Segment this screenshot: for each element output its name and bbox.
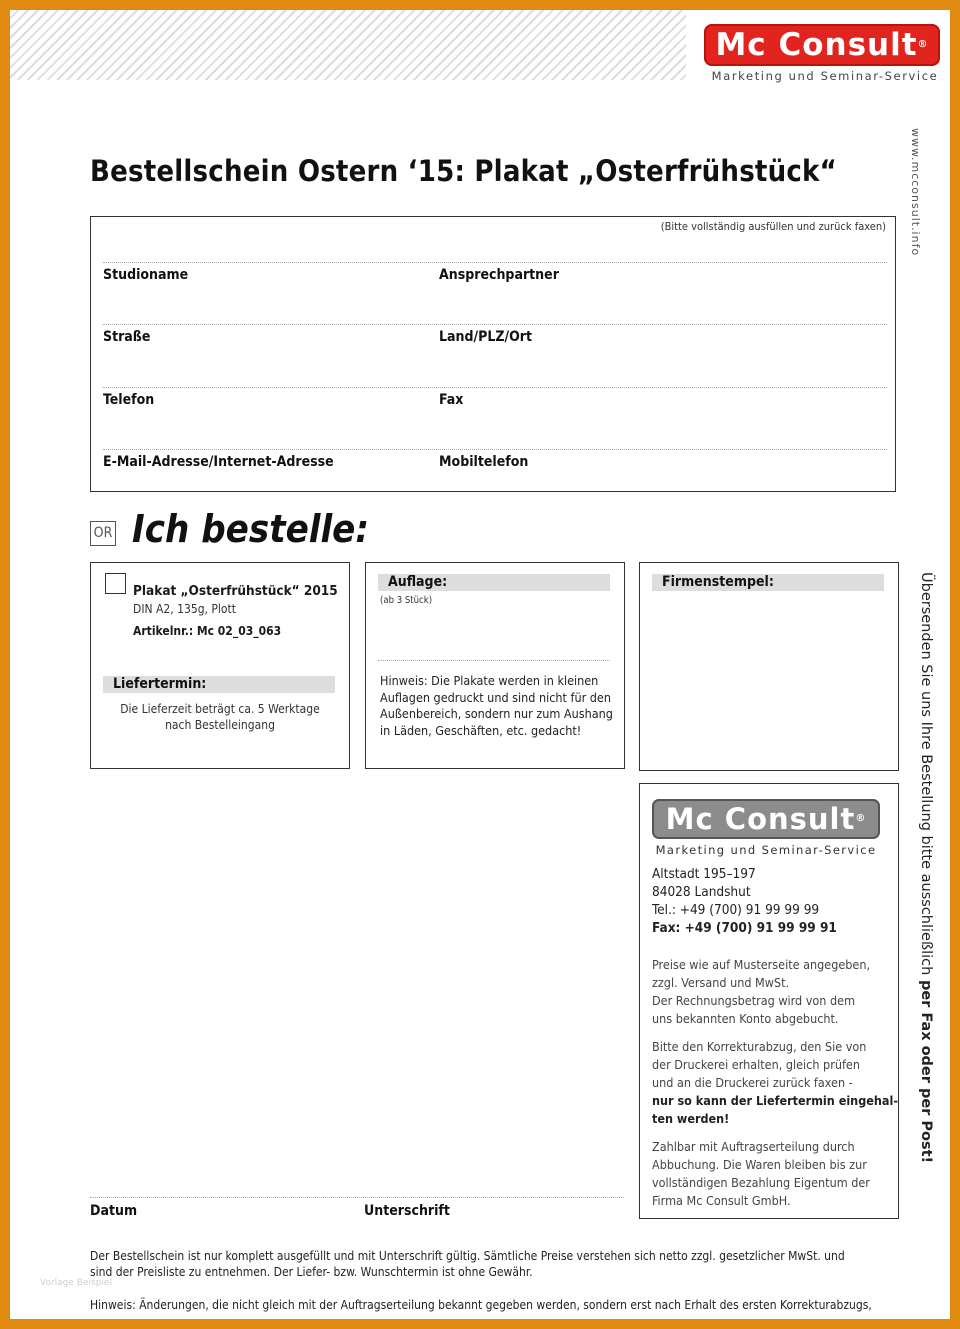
info-line: Der Rechnungsbetrag wird von dem <box>652 993 856 1008</box>
info-line: vollständigen Bezahlung Eigentum der <box>652 1175 870 1190</box>
order-heading: Ich bestelle: <box>132 507 370 551</box>
delivery-text: Die Lieferzeit beträgt ca. 5 Werktage <box>120 702 320 716</box>
field-strasse[interactable]: Straße <box>103 329 151 345</box>
info-line: Zahlbar mit Auftragserteilung durch <box>652 1139 855 1154</box>
product-spec: DIN A2, 135g, Plott <box>133 602 236 616</box>
form-divider <box>103 324 887 325</box>
company-tagline: Marketing und Seminar-Service <box>655 843 877 857</box>
quantity-min: (ab 3 Stück) <box>380 595 433 606</box>
hint-line: in Läden, Geschäften, etc. gedacht! <box>380 722 582 738</box>
company-info-proof <box>652 1038 898 1128</box>
stamp-area[interactable] <box>652 595 884 760</box>
field-mobiltelefon[interactable]: Mobiltelefon <box>439 454 529 470</box>
company-logo-text: Mc Consult <box>665 802 856 836</box>
info-line: Firma Mc Consult GmbH. <box>652 1193 791 1208</box>
hint-line: Außenbereich, sondern nur zum Aushang <box>380 706 613 721</box>
form-divider <box>103 387 887 388</box>
footer-note <box>90 1297 910 1313</box>
delivery-label: Liefertermin: <box>103 676 335 693</box>
company-street: Altstadt 195–197 <box>652 866 756 882</box>
info-line: Bitte den Korrekturabzug, den Sie von <box>652 1039 867 1054</box>
info-line: Abbuchung. Die Waren bleiben bis zur <box>652 1157 867 1172</box>
side-note <box>918 572 934 1163</box>
field-telefon[interactable]: Telefon <box>103 392 155 408</box>
or-label: OR <box>90 521 116 546</box>
product-article: Artikelnr.: Mc 02_03_063 <box>133 624 282 638</box>
watermark: Vorlage Beispiel <box>40 1278 112 1288</box>
company-info-payment <box>652 1138 870 1210</box>
product-checkbox[interactable] <box>105 573 126 594</box>
field-ansprechpartner[interactable]: Ansprechpartner <box>439 267 559 283</box>
mcconsult-logo <box>704 24 940 66</box>
info-line: Preise wie auf Musterseite angegeben, <box>652 957 871 972</box>
info-line: ten werden! <box>652 1111 730 1126</box>
stamp-panel <box>639 562 899 771</box>
field-studioname[interactable]: Studioname <box>103 267 189 283</box>
company-tel: Tel.: +49 (700) 91 99 99 99 <box>652 902 820 918</box>
logo-registered: ® <box>917 39 929 50</box>
info-line: der Druckerei erhalten, gleich prüfen <box>652 1057 860 1072</box>
info-line: zzgl. Versand und MwSt. <box>652 975 790 990</box>
product-panel <box>90 562 350 769</box>
form-divider <box>103 449 887 450</box>
field-land-plz-ort[interactable]: Land/PLZ/Ort <box>439 329 533 345</box>
quantity-label: Auflage: <box>378 574 610 591</box>
quantity-divider <box>378 660 610 661</box>
delivery-text: nach Bestelleingang <box>165 718 275 732</box>
info-line: uns bekannten Konto abgebucht. <box>652 1011 839 1026</box>
info-line: und an die Druckerei zurück faxen - <box>652 1075 853 1090</box>
form-hint: (Bitte vollständig ausfüllen und zurück faxen) <box>660 220 886 233</box>
company-fax: Fax: +49 (700) 91 99 99 91 <box>652 920 837 936</box>
quantity-panel <box>365 562 625 769</box>
field-email[interactable]: E-Mail-Adresse/Internet-Adresse <box>103 454 334 470</box>
product-name: Plakat „Osterfrühstück“ 2015 <box>133 583 338 599</box>
footer-terms <box>90 1248 910 1280</box>
side-url: www.mcconsult.info <box>909 128 922 257</box>
quantity-hint <box>380 673 613 739</box>
signature-field[interactable]: Unterschrift <box>364 1203 450 1219</box>
company-logo <box>652 799 880 839</box>
logo-tagline: Marketing und Seminar-Service <box>711 69 939 83</box>
signature-line <box>90 1197 624 1198</box>
field-fax[interactable]: Fax <box>439 392 464 408</box>
footer-line: Der Bestellschein ist nur komplett ausgefüllt und mit Unterschrift gültig. Sämtliche Preise verstehen sich netto zzgl. gesetzlicher MwSt. und <box>90 1249 845 1263</box>
order-form-sheet <box>10 10 950 1319</box>
company-city: 84028 Landshut <box>652 884 751 900</box>
company-panel <box>639 783 899 1219</box>
header-stripes <box>10 10 686 80</box>
footer-line: Hinweis: Änderungen, die nicht gleich mit der Auftragserteilung bekannt gegeben werden, sondern erst nach Erhalt des ersten Korrekturabzugs, <box>90 1298 872 1312</box>
company-address <box>652 865 837 937</box>
form-divider <box>103 262 887 263</box>
hint-line: Auflagen gedruckt und sind nicht für den <box>380 689 611 705</box>
page-title: Bestellschein Ostern ‘15: Plakat „Osterfrühstück“ <box>90 154 837 188</box>
footer-line: sind der Preisliste zu entnehmen. Der Liefer- bzw. Wunschtermin ist ohne Gewähr. <box>90 1265 533 1279</box>
info-line: nur so kann der Liefertermin eingehal- <box>652 1093 898 1108</box>
date-field[interactable]: Datum <box>90 1203 138 1219</box>
logo-text: Mc Consult <box>715 27 918 63</box>
stamp-label: Firmenstempel: <box>652 574 884 591</box>
company-logo-registered: ® <box>855 813 867 824</box>
quantity-input-area[interactable] <box>378 608 610 660</box>
hint-line: Hinweis: Die Plakate werden in kleinen <box>380 673 599 688</box>
side-note-bold: per Fax oder per Post! <box>918 979 934 1164</box>
side-note-text: Übersenden Sie uns Ihre Bestellung bitte ausschließlich <box>918 572 934 980</box>
company-info-prices <box>652 956 870 1028</box>
contact-form <box>90 216 896 492</box>
